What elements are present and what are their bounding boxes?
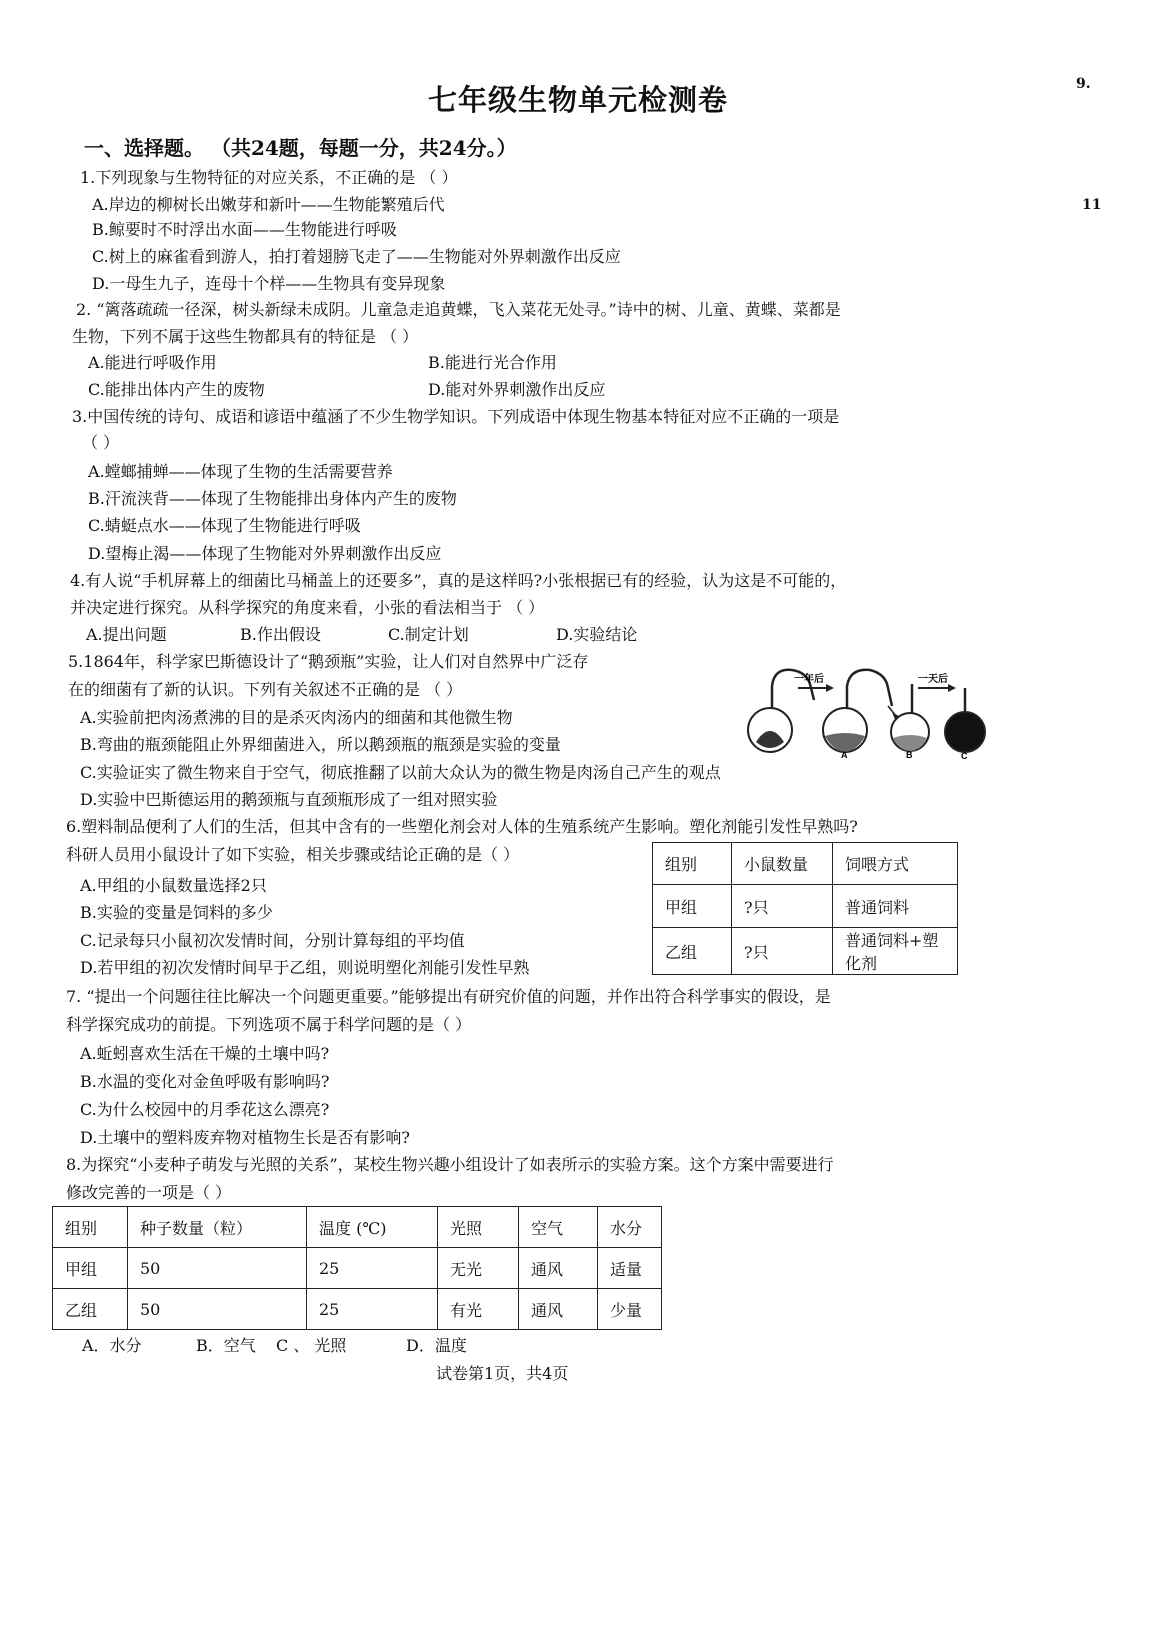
table-row: [53, 1289, 662, 1330]
table-cell: 通风: [519, 1289, 598, 1330]
margin-mark: 11: [1082, 197, 1102, 213]
table-cell: 乙组: [53, 1289, 128, 1330]
answer-option: A.螳螂捕蝉——体现了生物的生活需要营养: [88, 462, 393, 481]
figure-label: A: [841, 750, 848, 760]
answer-option: A.能进行呼吸作用: [88, 353, 217, 372]
answer-option: D．温度: [406, 1336, 467, 1355]
table-cell: 甲组: [653, 885, 732, 928]
answer-option: D.实验中巴斯德运用的鹅颈瓶与直颈瓶形成了一组对照实验: [80, 790, 498, 809]
question-stem: 生物，下列不属于这些生物都具有的特征是 （ ）: [72, 327, 419, 346]
answer-option: A.实验前把肉汤煮沸的目的是杀灭肉汤内的细菌和其他微生物: [80, 708, 513, 727]
table-header-cell: 组别: [653, 843, 732, 885]
question-stem: 科研人员用小鼠设计了如下实验，相关步骤或结论正确的是（ ）: [66, 845, 520, 864]
answer-option: C.为什么校园中的月季花这么漂亮?: [80, 1100, 330, 1119]
table-header-row: [653, 843, 958, 885]
flask-icon: [945, 712, 985, 752]
question-stem: 1.下列现象与生物特征的对应关系，不正确的是 （ ）: [80, 168, 458, 187]
arrow-icon: [826, 684, 834, 692]
question-stem: 科学探究成功的前提。下列选项不属于科学问题的是（ ）: [66, 1015, 472, 1034]
question-stem: 6.塑料制品便利了人们的生活，但其中含有的一些塑化剂会对人体的生殖系统产生影响。塑化剂能引发性早熟吗?: [66, 817, 858, 836]
table-cell: 25: [307, 1248, 438, 1289]
answer-option: A.甲组的小鼠数量选择2只: [80, 876, 267, 895]
question-stem: 修改完善的一项是（ ）: [66, 1183, 232, 1202]
answer-option: D.实验结论: [556, 625, 638, 644]
figure-label: B: [906, 750, 913, 760]
goose-neck-flask-figure: [740, 660, 990, 760]
question-stem: 2. “篱落疏疏一径深，树头新绿未成阴。儿童急走追黄蝶，飞入菜花无处寻。”诗中的树、儿童、黄蝶、菜都是: [76, 300, 841, 319]
answer-option: C.树上的麻雀看到游人，拍打着翅膀飞走了——生物能对外界刺激作出反应: [92, 247, 621, 266]
table-cell: 25: [307, 1289, 438, 1330]
answer-option: B.弯曲的瓶颈能阻止外界细菌进入，所以鹅颈瓶的瓶颈是实验的变量: [80, 735, 561, 754]
answer-option: D.若甲组的初次发情时间早于乙组，则说明塑化剂能引发性早熟: [80, 958, 530, 977]
table-cell: 通风: [519, 1248, 598, 1289]
table-cell: 乙组: [653, 928, 732, 975]
answer-option: A.提出问题: [86, 625, 167, 644]
answer-option: C.蜻蜓点水——体现了生物能进行呼吸: [88, 516, 361, 535]
figure-label: C: [961, 751, 968, 760]
seed-germination-table: [52, 1206, 662, 1330]
answer-option: A．水分: [82, 1336, 142, 1355]
answer-option: D.能对外界刺激作出反应: [428, 380, 606, 399]
answer-option: D.土壤中的塑料废弃物对植物生长是否有影响?: [80, 1128, 410, 1147]
question-stem: 在的细菌有了新的认识。下列有关叙述不正确的是 （ ）: [68, 680, 463, 699]
answer-option: D.一母生九子，连母十个样——生物具有变异现象: [92, 274, 446, 293]
question-stem: 7. “提出一个问题往往比解决一个问题更重要。”能够提出有研究价值的问题，并作出符合科学事实的假设，是: [66, 987, 831, 1006]
answer-option: B.能进行光合作用: [428, 353, 557, 372]
table-cell: 50: [128, 1289, 307, 1330]
answer-option: C.能排出体内产生的废物: [88, 380, 265, 399]
table-cell: 无光: [438, 1248, 519, 1289]
table-cell: ?只: [732, 928, 833, 975]
table-row: [53, 1248, 662, 1289]
table-header-cell: 小鼠数量: [732, 843, 833, 885]
table-header-cell: 水分: [598, 1207, 662, 1248]
table-cell: 少量: [598, 1289, 662, 1330]
answer-option: B.水温的变化对金鱼呼吸有影响吗?: [80, 1072, 330, 1091]
question-stem: 并决定进行探究。从科学探究的角度来看，小张的看法相当于 （ ）: [70, 598, 545, 617]
table-header-row: [53, 1207, 662, 1248]
answer-option: C.制定计划: [388, 625, 469, 644]
mouse-experiment-table: [652, 842, 958, 975]
question-stem: 4.有人说“手机屏幕上的细菌比马桶盖上的还要多”，真的是这样吗?小张根据已有的经验，认为这是不可能的，: [70, 571, 847, 590]
table-cell: 50: [128, 1248, 307, 1289]
table-cell: 适量: [598, 1248, 662, 1289]
question-stem: 3.中国传统的诗句、成语和谚语中蕴涵了不少生物学知识。下列成语中体现生物基本特征对应不正确的一项是: [72, 407, 840, 426]
table-row: [653, 928, 958, 975]
table-header-cell: 空气: [519, 1207, 598, 1248]
arrow-icon: [948, 684, 956, 692]
flask-neck-icon: [847, 670, 892, 708]
answer-option: A.蚯蚓喜欢生活在干燥的土壤中吗?: [80, 1044, 330, 1063]
table-row: [653, 885, 958, 928]
answer-option: B.实验的变量是饲料的多少: [80, 903, 273, 922]
answer-option: B．空气: [196, 1336, 256, 1355]
answer-option: A.岸边的柳树长出嫩芽和新叶——生物能繁殖后代: [92, 195, 445, 214]
table-cell: 普通饲料: [833, 885, 958, 928]
answer-option: B.鲸要时不时浮出水面——生物能进行呼吸: [92, 220, 397, 239]
table-header-cell: 组别: [53, 1207, 128, 1248]
page-footer: 试卷第1页，共4页: [436, 1364, 569, 1383]
page-title: 七年级生物单元检测卷: [427, 83, 728, 117]
answer-option: C 、 光照: [276, 1336, 347, 1355]
question-stem: 5.1864年，科学家巴斯德设计了“鹅颈瓶”实验，让人们对自然界中广泛存: [68, 652, 589, 671]
figure-label: 一年后: [794, 674, 824, 685]
table-cell: ?只: [732, 885, 833, 928]
broth-icon: [893, 735, 927, 751]
table-header-cell: 光照: [438, 1207, 519, 1248]
answer-option: B.作出假设: [240, 625, 321, 644]
answer-option: C.实验证实了微生物来自于空气，彻底推翻了以前大众认为的微生物是肉汤自己产生的观点: [80, 763, 721, 782]
table-header-cell: 饲喂方式: [833, 843, 958, 885]
table-header-cell: 温度 (℃): [307, 1207, 438, 1248]
question-stem: 8.为探究“小麦种子萌发与光照的关系”，某校生物兴趣小组设计了如表所示的实验方案。这个方案中需要进行: [66, 1155, 834, 1174]
margin-mark: 9.: [1076, 76, 1091, 92]
figure-label: 一天后: [918, 674, 948, 685]
table-cell: 有光: [438, 1289, 519, 1330]
table-cell: 普通饲料+塑化剂: [833, 928, 958, 975]
table-cell: 甲组: [53, 1248, 128, 1289]
answer-option: C.记录每只小鼠初次发情时间，分别计算每组的平均值: [80, 931, 465, 950]
section-header: 一、选择题。 （共24题，每题一分，共24分。）: [84, 136, 517, 160]
question-stem: （ ）: [82, 433, 120, 452]
table-header-cell: 种子数量（粒）: [128, 1207, 307, 1248]
answer-option: B.汗流浃背——体现了生物能排出身体内产生的废物: [88, 489, 457, 508]
answer-option: D.望梅止渴——体现了生物能对外界刺激作出反应: [88, 544, 442, 563]
